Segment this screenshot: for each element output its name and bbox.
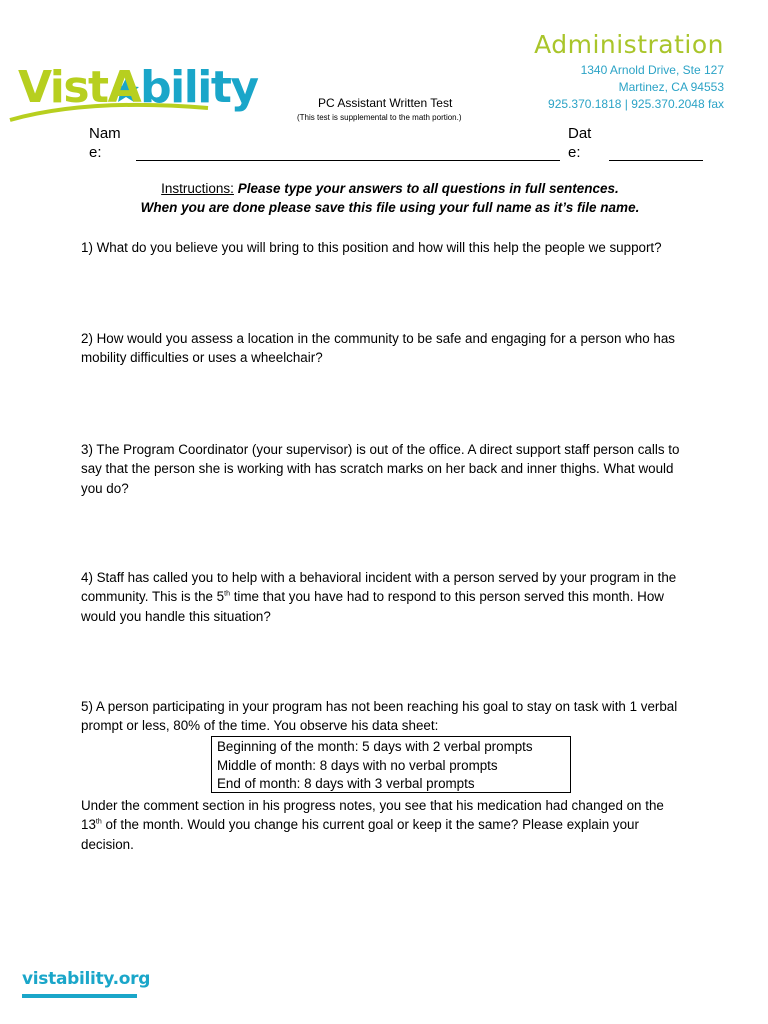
- department-title: Administration: [534, 30, 724, 59]
- logo-wordmark: VistAbility: [18, 62, 258, 113]
- data-sheet-row: Middle of month: 8 days with no verbal prompts: [217, 757, 498, 773]
- question-3: 3) The Program Coordinator (your supervisor) is out of the office. A direct support staff person calls to say that the person she is working with has scratch marks on her back and inner thighs. What would you do?: [81, 442, 680, 496]
- name-label: Nam e:: [89, 125, 121, 161]
- footer-website-link[interactable]: vistability.org: [22, 969, 151, 989]
- test-subtitle: (This test is supplemental to the math portion.): [297, 113, 462, 122]
- date-input-line[interactable]: [609, 160, 703, 161]
- address-line-2: Martinez, CA 94553: [618, 80, 724, 94]
- footer-underline: [22, 994, 137, 998]
- data-sheet-row: Beginning of the month: 5 days with 2 verbal prompts: [217, 739, 533, 754]
- instructions-line-2: When you are done please save this file using your full name as it’s file name.: [140, 200, 640, 215]
- question-1: 1) What do you believe you will bring to this position and how will this help the people we support?: [81, 240, 662, 255]
- address-line-1: 1340 Arnold Drive, Ste 127: [580, 63, 724, 77]
- date-label: Dat e:: [568, 125, 592, 161]
- name-input-line[interactable]: [136, 160, 560, 161]
- question-4: 4) Staff has called you to help with a behavioral incident with a person served by your program in the community. This is the 5th time that you have had to respond to this person served this month. How would you handle this situation?: [81, 570, 677, 624]
- instructions-line-1: Instructions: Please type your answers to all questions in full sentences.: [161, 181, 619, 196]
- vistability-logo: [8, 58, 258, 124]
- data-sheet-row: End of month: 8 days with 3 verbal prompts: [217, 776, 475, 791]
- question-2: 2) How would you assess a location in the community to be safe and engaging for a person who has mobility difficulties or uses a wheelchair?: [81, 331, 676, 366]
- phone-fax: 925.370.1818 | 925.370.2048 fax: [548, 97, 724, 111]
- question-5: 5) A person participating in your program has not been reaching his goal to stay on task with 1 verbal prompt or less, 80% of the time. You observe his data sheet:: [81, 699, 678, 734]
- test-title: PC Assistant Written Test: [318, 96, 453, 110]
- question-5-continued: Under the comment section in his progress notes, you see that his medication had changed on the 13th of the month. Would you change his current goal or keep it the same? Please explain your decision.: [81, 798, 664, 852]
- data-sheet-box: [211, 736, 571, 793]
